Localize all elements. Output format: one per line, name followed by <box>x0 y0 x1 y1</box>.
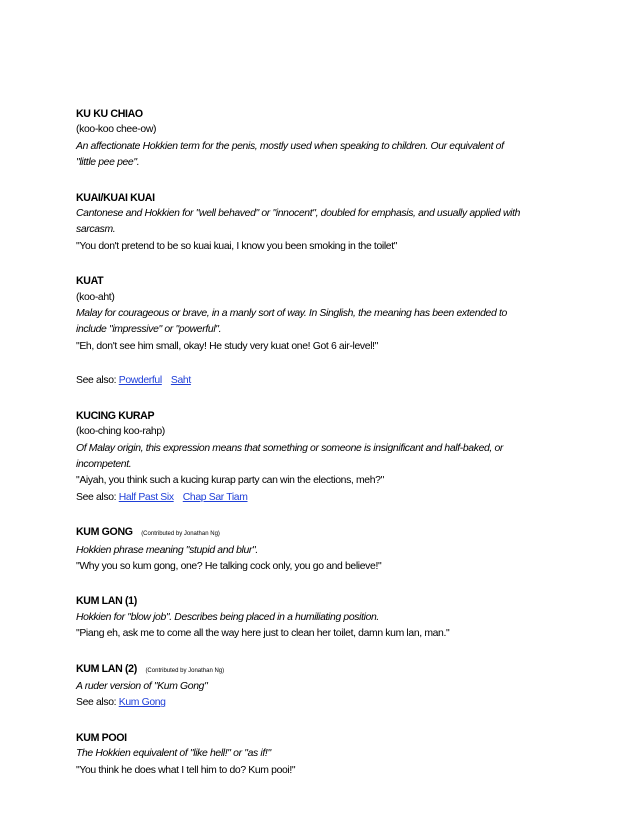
definition-line: incompetent. <box>76 458 132 470</box>
entry-kuai-kuai <box>76 190 576 256</box>
see-also-kuat <box>76 373 576 389</box>
definition-line: An affectionate Hokkien term for the penis, mostly used when speaking to children. Our equivalent of <box>76 140 504 152</box>
pronunciation: (koo-ching koo-rahp) <box>76 426 165 438</box>
headword: KUM LAN (1) <box>76 595 137 608</box>
see-also-label: See also: <box>76 491 117 503</box>
definition-line: include "impressive" or "powerful". <box>76 324 222 336</box>
see-also-line <box>76 490 576 506</box>
definition-line: The Hokkien equivalent of "like hell!" or "as if!" <box>76 748 271 760</box>
link-saht[interactable]: Saht <box>170 375 191 387</box>
entry-kum-gong <box>76 524 576 575</box>
entry-kum-pooi <box>76 730 576 779</box>
dictionary-page <box>76 106 576 797</box>
see-also-label: See also: <box>76 697 117 709</box>
definition-line: A ruder version of "Kum Gong" <box>76 680 208 692</box>
see-also-line <box>76 695 576 711</box>
definition-line: Malay for courageous or brave, in a manly sort of way. In Singlish, the meaning has been extended to <box>76 308 507 320</box>
example-sentence: "Aiyah, you think such a kucing kurap party can win the elections, meh?" <box>76 475 384 487</box>
pronunciation: (koo-koo chee-ow) <box>76 124 157 136</box>
contributor-note: (Contributed by Jonathan Ng) <box>145 667 225 674</box>
entry-kuat <box>76 273 576 355</box>
headword: KUCING KURAP <box>76 409 155 422</box>
entry-kum-lan-2 <box>76 661 576 712</box>
headword: KUM POOI <box>76 731 127 744</box>
definition-line: Hokkien phrase meaning "stupid and blur". <box>76 544 258 556</box>
entry-kum-lan-1 <box>76 593 576 642</box>
definition-line: Of Malay origin, this expression means that something or someone is insignificant and half-baked, or <box>76 442 504 454</box>
contributor-note: (Contributed by Jonathan Ng) <box>141 531 220 538</box>
example-sentence: "Why you so kum gong, one? He talking cock only, you go and believe!" <box>76 560 382 572</box>
entry-ku-ku-chiao <box>76 106 576 172</box>
headword: KUM GONG <box>76 526 133 539</box>
definition-line: Cantonese and Hokkien for "well behaved" or "innocent", doubled for emphasis, and usually applied with <box>76 208 521 220</box>
headword-line <box>76 661 576 679</box>
definition-line: "little pee pee". <box>76 157 140 169</box>
entry-kucing-kurap <box>76 408 576 506</box>
example-sentence: "You don't pretend to be so kuai kuai, I know you been smoking in the toilet" <box>76 240 398 252</box>
link-chap-sar-tiam[interactable]: Chap Sar Tiam <box>182 491 248 503</box>
see-also-label: See also: <box>76 375 117 387</box>
example-sentence: "You think he does what I tell him to do? Kum pooi!" <box>76 764 296 776</box>
pronunciation: (koo-aht) <box>76 291 115 303</box>
example-sentence: "Piang eh, ask me to come all the way here just to clean her toilet, damn kum lan, man." <box>76 628 450 640</box>
headword: KU KU CHIAO <box>76 108 143 120</box>
link-half-past-six[interactable]: Half Past Six <box>118 491 174 503</box>
headword: KUAI/KUAI KUAI <box>76 191 155 204</box>
link-kum-gong[interactable]: Kum Gong <box>118 697 166 709</box>
headword: KUM LAN (2) <box>76 662 137 675</box>
example-sentence: "Eh, don't see him small, okay! He study very kuat one! Got 6 air-level!" <box>76 340 379 352</box>
link-powderful[interactable]: Powderful <box>118 375 162 387</box>
headword: KUAT <box>76 275 104 288</box>
definition-line: sarcasm. <box>76 224 116 236</box>
see-also-line <box>76 373 576 389</box>
headword-line <box>76 524 576 542</box>
definition-line: Hokkien for "blow job". Describes being placed in a humiliating position. <box>76 611 379 623</box>
